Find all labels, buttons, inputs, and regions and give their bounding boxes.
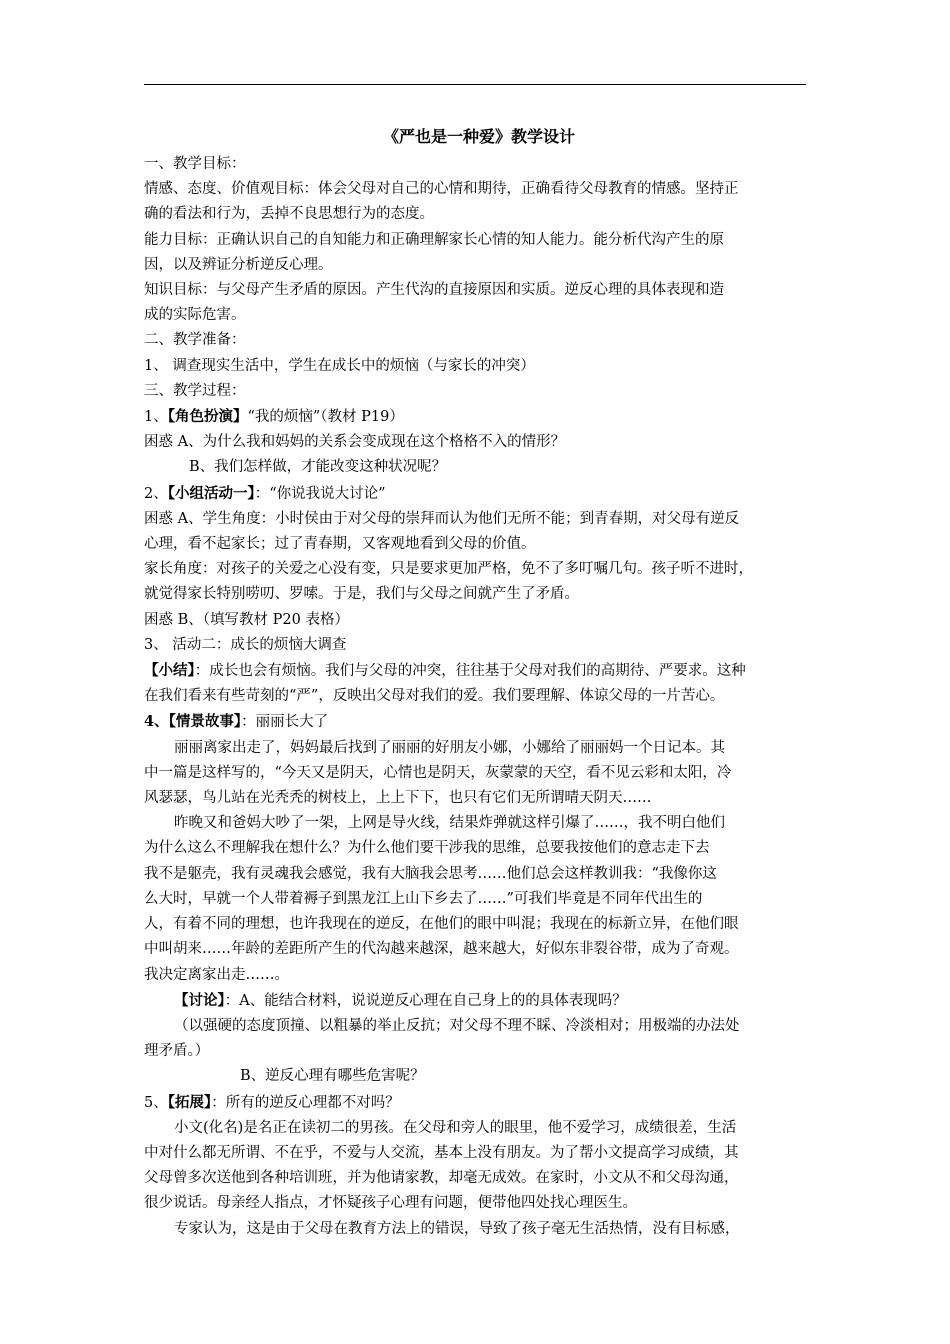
paragraph-line: 父母曾多次送他到各种培训班，并为他请家教，却毫无成效。在家时，小文从不和父母沟通， <box>144 1170 739 1187</box>
header-rule <box>144 84 806 85</box>
paragraph-line: 困惑 B、（填写教材 P20 表格） <box>144 611 349 628</box>
paragraph-line: 小文(化名)是名正在读初二的男孩。在父母和旁人的眼里，他不爱学习，成绩很差，生活 <box>174 1119 737 1136</box>
step-heading-2 <box>144 481 814 507</box>
step-number: 2、 <box>144 485 168 502</box>
paragraph-line: 丽丽离家出走了，妈妈最后找到了丽丽的好朋友小娜，小娜给了丽丽妈一个日记本。其 <box>174 739 725 756</box>
step-label: 【角色扮演】 <box>167 408 248 426</box>
summary-text: ：成长也会有烦恼。我们与父母的冲突，往往基于父母对我们的高期待、严要求。这种 <box>194 663 746 680</box>
paragraph-line: 在我们看来有些苛刻的“严”，反映出父母对我们的爱。我们要理解、体谅父母的一片苦心。 <box>144 688 725 705</box>
step-number: 4、 <box>144 713 169 731</box>
paragraph-line: 昨晚又和爸妈大吵了一架，上网是导火线，结果炸弹就这样引爆了……，我不明白他们 <box>174 815 725 832</box>
paragraph-line: 就觉得家长特别唠叨、罗嗦。于是，我们与父母之间就产生了矛盾。 <box>144 586 579 603</box>
paragraph-line: 困惑 A、学生角度：小时侯由于对父母的崇拜而认为他们无所不能；到青春期，对父母有逆反 <box>144 510 740 527</box>
paragraph-line: 心理，看不起家长；过了青春期，又客观地看到父母的价值。 <box>144 536 536 553</box>
paragraph-line: 家长角度：对孩子的关爱之心没有变，只是要求更加严格，免不了多叮嘱几句。孩子听不进时， <box>144 561 753 578</box>
paragraph-line: 因，以及辨证分析逆反心理。 <box>144 256 333 273</box>
step-number: 1、 <box>144 409 168 426</box>
paragraph-line: 1、 调查现实生活中，学生在成长中的烦恼（与家长的冲突） <box>144 357 535 374</box>
paragraph-line: （以强硬的态度顶撞、以粗暴的举止反抗；对父母不理不睬、冷淡相对；用极端的办法处 <box>174 1017 740 1034</box>
step-label: 【情景故事】 <box>168 713 242 731</box>
paragraph-line: 成的实际危害。 <box>144 307 246 324</box>
step-heading-1 <box>144 404 814 430</box>
paragraph-line: 中一篇是这样写的，“今天又是阴天，心情也是阴天，灰蒙蒙的天空，看不见云彩和太阳，冷 <box>144 764 732 781</box>
document-body <box>144 124 814 1242</box>
summary-line <box>144 658 814 684</box>
paragraph-line: B、我们怎样做，才能改变这种状况呢？ <box>189 459 447 476</box>
step-heading-4 <box>144 709 814 735</box>
paragraph-line: 专家认为，这是由于父母在教育方法上的错误，导致了孩子毫无生活热情，没有目标感， <box>174 1220 740 1237</box>
step-text: ：所有的逆反心理都不对吗？ <box>211 1094 400 1111</box>
paragraph-line: 能力目标：正确认识自己的自知能力和正确理解家长心情的知人能力。能分析代沟产生的原 <box>144 231 724 248</box>
paragraph-line: 确的看法和行为，丢掉不良思想行为的态度。 <box>144 206 434 223</box>
paragraph-line: 我不是躯壳，我有灵魂我会感觉，我有大脑我会思考……他们总会这样教训我：“我像你这 <box>144 865 717 882</box>
paragraph-line: 我决定离家出走……。 <box>144 966 289 983</box>
paragraph-line: 为什么这么不理解我在想什么？为什么他们要干涉我的思维，总要我按他们的意志走下去 <box>144 840 710 857</box>
discussion-line <box>144 988 814 1014</box>
summary-label: 【小结】 <box>144 662 195 680</box>
step-number: 5、 <box>144 1094 168 1111</box>
paragraph-line: 么大时，早就一个人带着褥子到黑龙江上山下乡去了……”可我们毕竟是不同年代出生的 <box>144 890 703 907</box>
step-label: 【小组活动一】 <box>167 484 255 502</box>
discussion-text: ：A、能结合材料，说说逆反心理在自己身上的的具体表现吗？ <box>224 992 627 1009</box>
paragraph-line: 困惑 A、为什么我和妈妈的关系会变成现在这个格格不入的情形？ <box>144 434 566 451</box>
paragraph-line: 理矛盾。） <box>144 1043 210 1060</box>
step-label: 【拓展】 <box>167 1093 212 1111</box>
paragraph-line: B、逆反心理有哪些危害呢？ <box>240 1068 425 1085</box>
paragraph-line: 中对什么都无所谓、不在乎，不爱与人交流，基本上没有朋友。为了帮小文提高学习成绩，其 <box>144 1144 739 1161</box>
step-heading-5 <box>144 1090 814 1116</box>
section-heading-process: 三、教学过程： <box>144 382 246 399</box>
step-heading-3: 3、 活动二：成长的烦恼大调查 <box>144 636 347 653</box>
section-heading-objectives: 一、教学目标： <box>144 156 246 172</box>
section-heading-preparation: 二、教学准备： <box>144 332 246 349</box>
document-title: 《严也是一种爱》教学设计 <box>382 127 575 146</box>
step-text: “我的烦恼”（教材 P19） <box>247 409 404 426</box>
step-text: ：“你说我说大讨论” <box>254 485 386 502</box>
paragraph-line: 很少说话。母亲经人指点，才怀疑孩子心理有问题，便带他四处找心理医生。 <box>144 1195 637 1212</box>
discussion-label: 【讨论】 <box>174 991 225 1009</box>
paragraph-line: 知识目标：与父母产生矛盾的原因。产生代沟的直接原因和实质。逆反心理的具体表现和造 <box>144 282 724 299</box>
step-text: ：丽丽长大了 <box>241 714 329 731</box>
paragraph-line: 情感、态度、价值观目标：体会父母对自己的心情和期待，正确看待父母教育的情感。坚持正 <box>144 181 739 198</box>
paragraph-line: 人，有着不同的理想，也许我现在的逆反，在他们的眼中叫混；我现在的标新立异，在他们眼 <box>144 916 739 933</box>
paragraph-line: 风瑟瑟，鸟儿站在光秃秃的树枝上，上上下下，也只有它们无所谓晴天阴天…… <box>144 790 652 807</box>
paragraph-line: 中叫胡来……年龄的差距所产生的代沟越来越深，越来越大，好似东非裂谷带，成为了奇观。 <box>144 941 739 958</box>
